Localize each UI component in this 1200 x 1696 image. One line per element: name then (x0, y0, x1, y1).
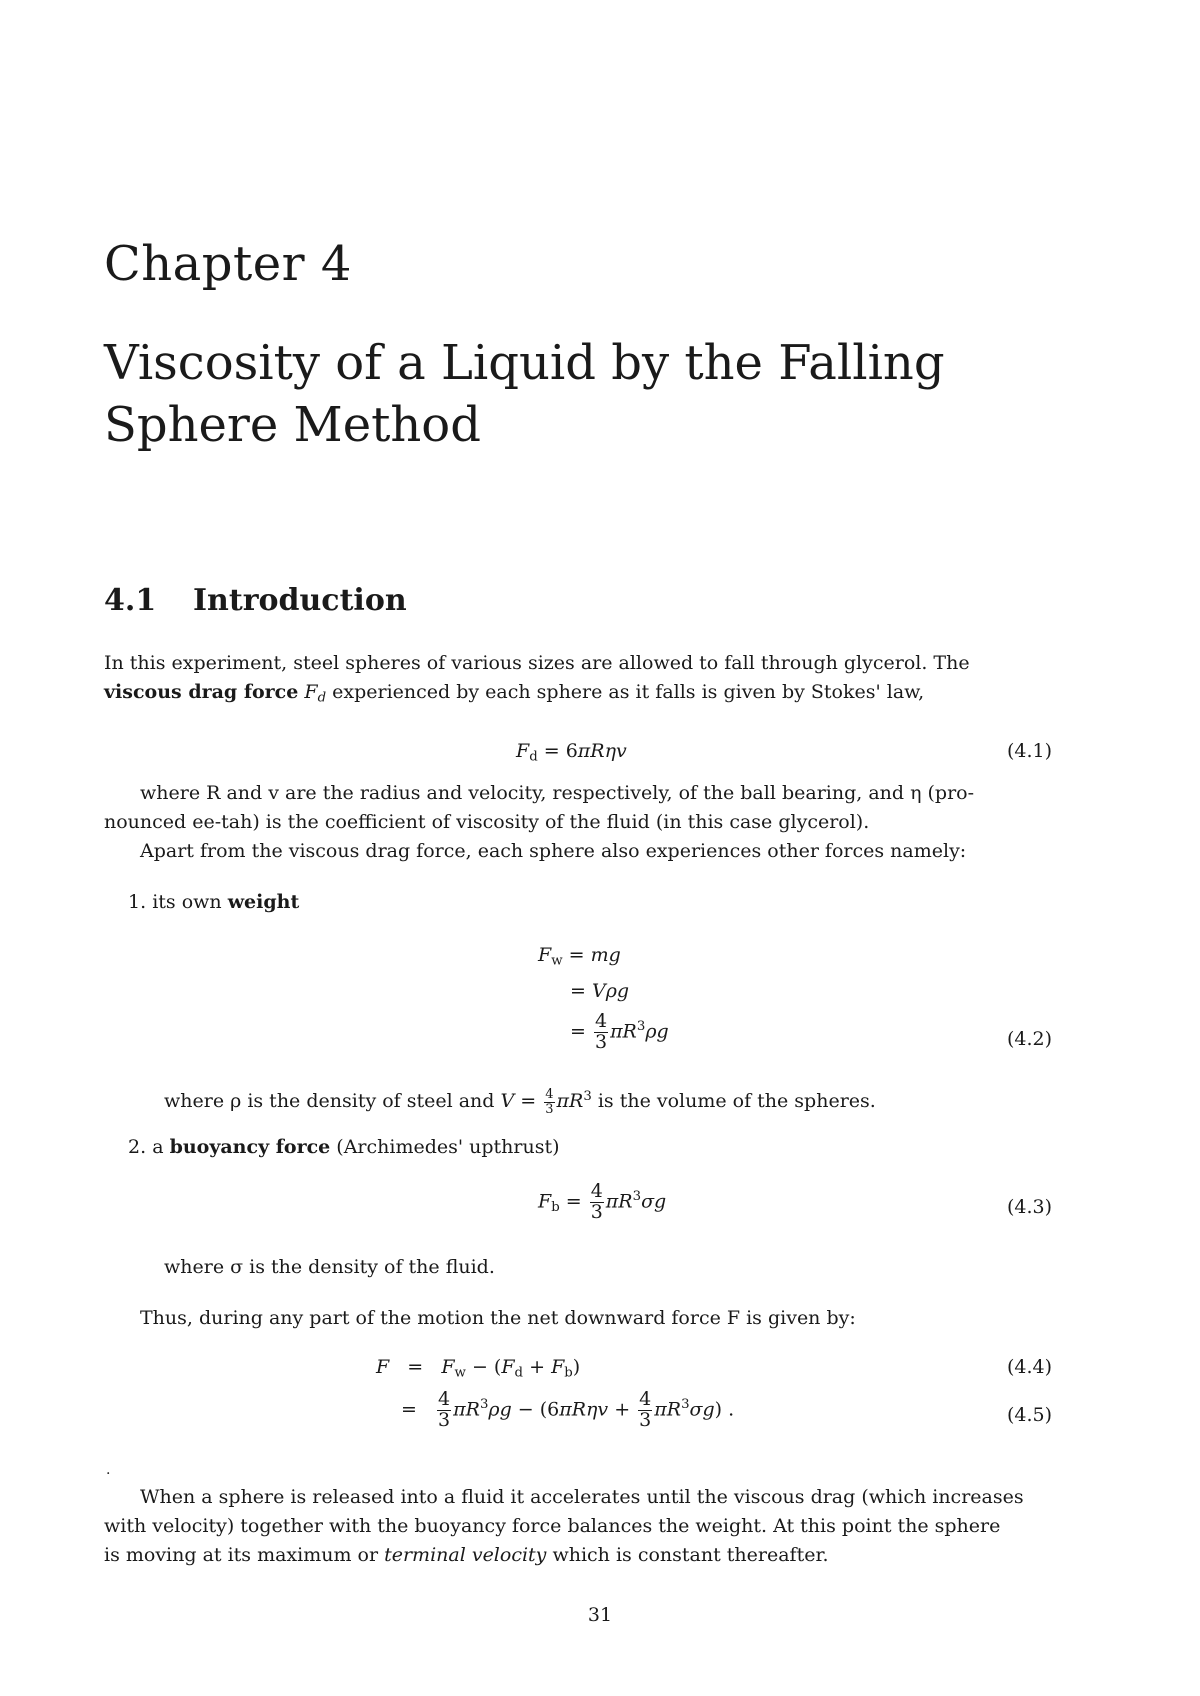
paragraph-5-line-1: When a sphere is released into a fluid it accelerates until the viscous drag (which increases (140, 1486, 1024, 1508)
section-title: Introduction (193, 583, 407, 618)
item-1-where: where ρ is the density of steel and V = $\frac{4}{3}$ $\pi R^3$ is the volume of the spheres. (164, 1087, 876, 1117)
item-2-where: where σ is the density of the fluid. (164, 1256, 495, 1278)
paragraph-1-line-1: In this experiment, steel spheres of various sizes are allowed to fall through glycerol. The (104, 652, 970, 674)
section-number: 4.1 (104, 583, 157, 618)
equation-4-1: $F_d = 6\pi R\eta v$ (516, 740, 627, 765)
chapter-title (104, 332, 1104, 456)
list-item-2: 2. a buoyancy force (Archimedes' upthrust) (128, 1136, 560, 1158)
symbol-fd: $F_d$ (304, 681, 327, 706)
stray-mark: . (106, 1462, 111, 1478)
equation-4-2-line-1: $F_w$ = mg (538, 944, 621, 969)
paragraph-5-line-2: with velocity) together with the buoyancy force balances the weight. At this point the sphere (104, 1515, 1001, 1537)
equation-label-4-4: (4.4) (1006, 1356, 1052, 1378)
list-item-1: 1. its own weight (128, 891, 300, 913)
paragraph-4: Thus, during any part of the motion the net downward force F is given by: (140, 1307, 856, 1329)
paragraph-3: Apart from the viscous drag force, each sphere also experiences other forces namely: (140, 840, 967, 862)
paragraph-5-line-3: is moving at its maximum or terminal velocity which is constant thereafter. (104, 1544, 829, 1566)
equation-4-2-line-3: = $\frac{4}{3}$ $\pi R^3\rho g$ (570, 1010, 669, 1053)
equation-4-4: $F = F_w - (F_d + F_b)$ (376, 1356, 581, 1381)
chapter-title-line-2: Sphere Method (104, 397, 481, 453)
bold-term-weight: weight (227, 891, 300, 913)
list-number-1: 1. (128, 891, 147, 913)
list-number-2: 2. (128, 1136, 147, 1158)
paragraph-1-rest: experienced by each sphere as it falls is given by Stokes' law, (332, 681, 925, 703)
paragraph-1-line-2 (104, 681, 924, 705)
paragraph-2-line-2: nounced ee-tah) is the coefficient of viscosity of the fluid (in this case glycerol). (104, 811, 870, 833)
equation-4-3: $F_b$ = $\frac{4}{3}$ $\pi R^3\sigma g$ (538, 1180, 667, 1223)
chapter-label: Chapter 4 (104, 236, 352, 292)
bold-term-buoyancy: buoyancy force (169, 1136, 331, 1158)
equation-label-4-2: (4.2) (1006, 1028, 1052, 1050)
paragraph-2-line-1: where R and v are the radius and velocity, respectively, of the ball bearing, and η (pro- (140, 782, 975, 804)
equation-label-4-1: (4.1) (1006, 740, 1052, 762)
equation-4-2-line-2: = Vρg (570, 980, 630, 1002)
chapter-title-line-1: Viscosity of a Liquid by the Falling (104, 335, 945, 391)
bold-term-viscous-drag: viscous drag force (104, 681, 299, 703)
equation-label-4-5: (4.5) (1006, 1404, 1052, 1426)
italic-term-terminal-velocity: terminal velocity (384, 1544, 547, 1566)
equation-label-4-3: (4.3) (1006, 1196, 1052, 1218)
equation-4-5: = $\frac{4}{3}$ $\pi R^3\rho g - (6\pi R\eta v$ + $\frac{4}{3}$ $\pi R^3\sigma g$) . (401, 1388, 735, 1431)
page-number: 31 (587, 1604, 613, 1626)
